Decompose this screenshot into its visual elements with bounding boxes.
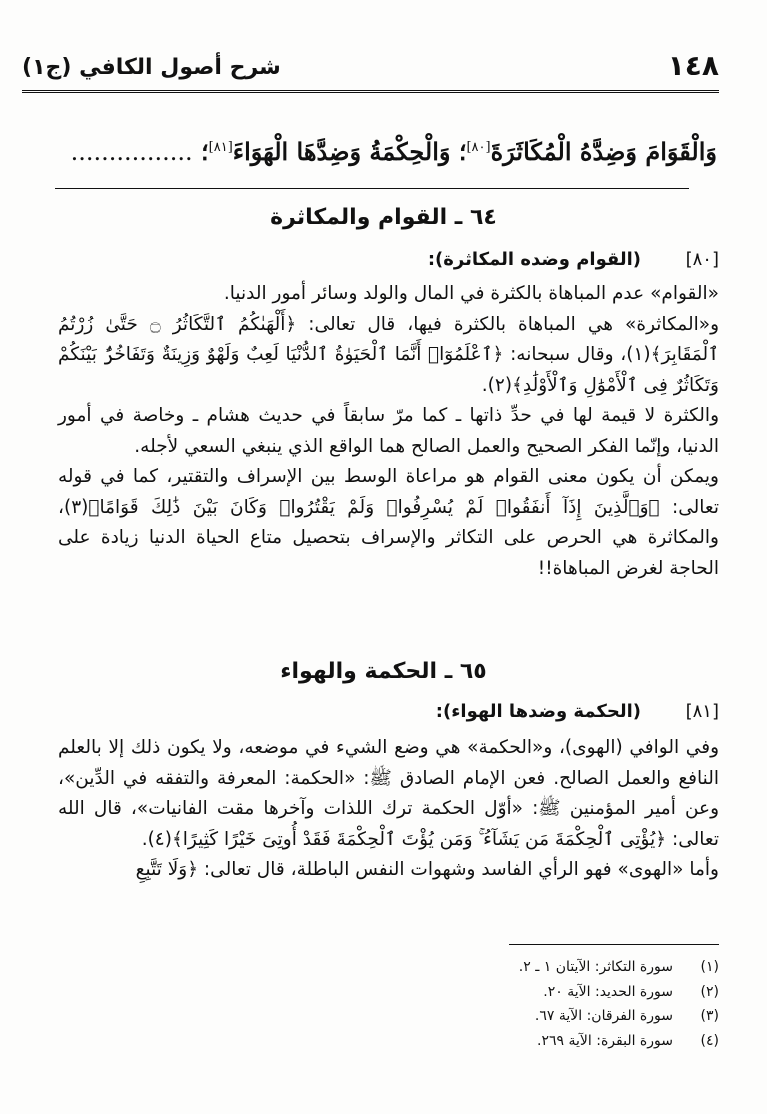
hadith-part-1: وَالْقَوَامَ وَضِدَّهُ الْمُكَاثَرَةَ — [490, 137, 717, 166]
entry-heading-80 — [58, 246, 719, 274]
header-divider — [22, 90, 719, 95]
footnote-item — [200, 980, 719, 1005]
chapter-title-65: ٦٥ ـ الحكمة والهواء — [280, 659, 487, 684]
paragraph: ويمكن أن يكون معنى القوام هو مراعاة الوسط بين الإسراف والتقتير، كما في قوله تعالى: ﴿وَٱلَّذِينَ إِذَآ أَنفَقُوا۟ لَمْ يُسْرِفُوا۟ وَلَمْ يَقْتُرُوا۟ وَكَانَ بَيْنَ ذَٰلِكَ قَوَامًا﴾(٣)، والمكاثرة هي الحرص على التكاثر والإسراف بتحصيل متاع الحياة الدنيا زيادة على الحاجة لغرض المباهاة!! — [58, 466, 719, 579]
paragraph: وأما «الهوى» فهو الرأي الفاسد وشهوات النفس الباطلة، قال تعالى: ﴿وَلَا تَتَّبِعِ — [135, 859, 719, 880]
entry-title-80: (القوام وضده المكاثرة): — [427, 249, 641, 270]
hadith-ref-81: [٨١] — [208, 140, 233, 155]
section-64-body — [58, 279, 719, 584]
hadith-continuation-dots: ................ — [70, 138, 193, 166]
paragraph: وفي الوافي (الهوى)، و«الحكمة» هي وضع الشيء في موضعه، ولا يكون ذلك إلا بالعلم النافع والعمل الصالح. فعن الإمام الصادق ﷺ: «الحكمة: المعرفة والتفقه في الدِّين»، وعن أمير المؤمنين ﷺ: «أوّل الحكمة ترك اللذات وآخرها مقت الفانيات»، قال الله تعالى: ﴿يُؤْتِى ٱلْحِكْمَةَ مَن يَشَآءُ ۚ وَمَن يُؤْتَ ٱلْحِكْمَةَ فَقَدْ أُوتِىَ خَيْرًا كَثِيرًا﴾(٤). — [58, 737, 719, 850]
entry-title-81: (الحكمة وضدها الهواء): — [435, 701, 641, 722]
running-title: شرح أصول الكافي (ج١) — [22, 55, 281, 80]
footnote-item — [200, 1029, 719, 1054]
footnote-text: سورة الفرقان: الآية ٦٧. — [534, 1008, 673, 1024]
entry-heading-81 — [58, 698, 719, 726]
footnote-item — [200, 955, 719, 980]
paragraph: «القوام» عدم المباهاة بالكثرة في المال والولد وسائر أمور الدنيا. — [223, 283, 719, 304]
hadith-ref-80: [٨٠] — [466, 140, 491, 155]
footnote-text: سورة الحديد: الآية ٢٠. — [543, 983, 673, 1000]
hadith-part-3: ؛ — [201, 137, 209, 166]
footnote-item — [200, 1004, 719, 1029]
paragraph: والكثرة لا قيمة لها في حدِّ ذاتها ـ كما مرّ سابقاً في حديث هشام ـ وخاصة في أمور الدنيا، وإنّما الفكر الصحيح والعمل الصالح هما الواقع الذي ينبغي السعي لأجله. — [58, 405, 719, 457]
footnote-number: (٢) — [700, 983, 719, 1000]
chapter-title-64: ٦٤ ـ القوام والمكاثرة — [270, 205, 497, 230]
page-header — [22, 50, 719, 90]
entry-number-81: [٨١] — [685, 701, 719, 722]
page-number: ١٤٨ — [667, 49, 719, 82]
entry-number-80: [٨٠] — [685, 249, 719, 270]
paragraph: و«المكاثرة» هي المباهاة بالكثرة فيها، قال تعالى: ﴿أَلْهَىٰكُمُ ٱلتَّكَاثُرُ ۝ حَتَّىٰ زُرْتُمُ ٱلْمَقَابِرَ﴾(١)، وقال سبحانه: ﴿ٱعْلَمُوٓا۟ أَنَّمَا ٱلْحَيَوٰةُ ٱلدُّنْيَا لَعِبٌ وَلَهْوٌ وَزِينَةٌ وَتَفَاخُرٌۢ بَيْنَكُمْ وَتَكَاثُرٌ فِى ٱلْأَمْوَٰلِ وَٱلْأَوْلَٰدِ﴾(٢). — [58, 313, 720, 396]
footnote-number: (١) — [700, 959, 719, 975]
footnotes — [200, 955, 719, 1053]
footnote-number: (٤) — [700, 1032, 719, 1049]
section-65-body — [58, 733, 719, 886]
footnote-divider — [509, 944, 719, 945]
footnote-text: سورة التكاثر: الآيتان ١ ـ ٢. — [518, 959, 673, 975]
footnote-text: سورة البقرة: الآية ٢٦٩. — [537, 1032, 673, 1049]
section-divider — [55, 188, 689, 189]
hadith-part-2: ؛ وَالْحِكْمَةُ وَضِدَّهَا الْهَوَاءَ — [232, 137, 467, 166]
hadith-text-line — [40, 130, 717, 170]
footnote-number: (٣) — [700, 1008, 719, 1024]
